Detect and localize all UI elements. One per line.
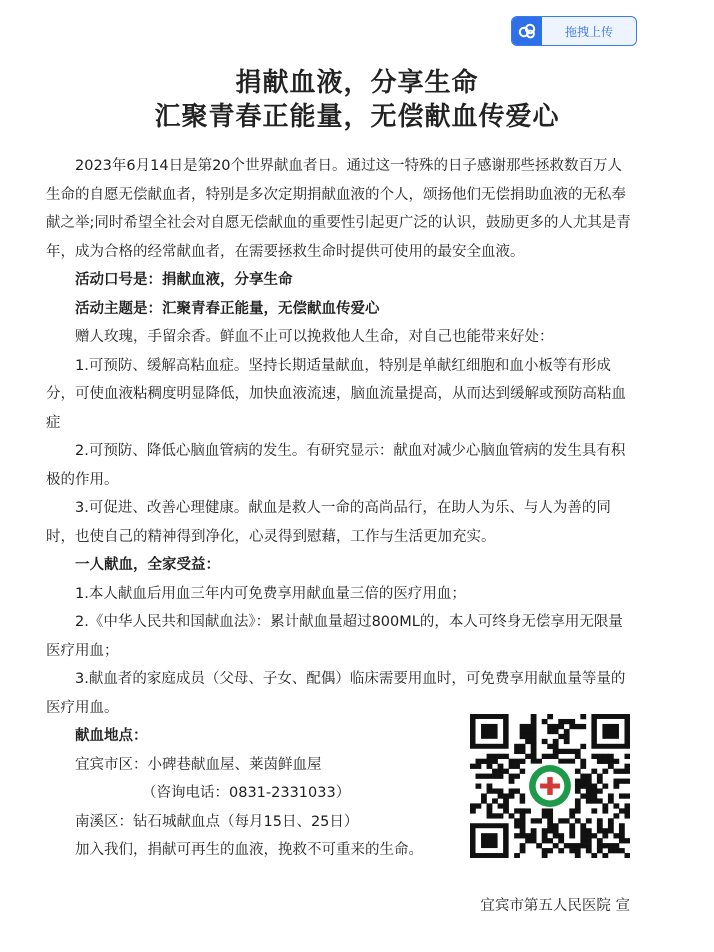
- poster-title: 捐献血液，分享生命: [235, 68, 479, 98]
- hospital-signature: 宜宾市第五人民医院 宣: [480, 898, 630, 914]
- poster-paragraph: 1.本人献血后用血三年内可免费享用献血量三倍的医疗用血；: [75, 585, 466, 602]
- poster-paragraph: 3.可促进、改善心理健康。献血是救人一命的高尚品行，在助人为乐、与人为善的同时，也使自己的精神得到净化，心灵得到慰藉，工作与生活更加充实。: [46, 500, 611, 545]
- poster-paragraph: 2.可预防、降低心脑血管病的发生。有研究显示：献血对减少心脑血管病的发生具有积极的作用。: [46, 443, 626, 488]
- cloud-upload-icon: [512, 17, 542, 45]
- poster-paragraph: 2023年6月14日是第20个世界献血者日。通过这一特殊的日子感谢那些拯救数百万人生命的自愿无偿献血者，特别是多次定期捐献血液的个人，颂扬他们无偿捐助血液的无私奉献之举;同时希望全社会对自愿无偿献血的重要性引起更广泛的认识，鼓励更多的人尤其是青年，成为合格的经常献血者，在需要拯救生命时提供可使用的最安全血液。: [46, 158, 631, 260]
- poster-subtitle: 汇聚青春正能量，无偿献血传爱心: [154, 102, 560, 132]
- poster-paragraph: 3.献血者的家庭成员（父母、子女、配偶）临床需要用血时，可免费享用献血量等量的医疗用血。: [46, 671, 626, 716]
- poster-paragraph: 2.《中华人民共和国献血法》：累计献血量超过800ML的，本人可终身无偿享用无限量医疗用血；: [46, 614, 623, 659]
- poster-paragraph: 1.可预防、缓解高粘血症。坚持长期适量献血，特别是单献红细胞和血小板等有形成分，可使血液粘稠度明显降低，加快血液流速，脑血流量提高，从而达到缓解或预防高粘血症: [46, 357, 626, 431]
- poster-paragraph: 加入我们，捐献可再生的血液，挽救不可重来的生命。: [75, 842, 423, 858]
- poster-paragraph: 赠人玫瑰，手留余香。鲜血不止可以挽救他人生命，对自己也能带来好处：: [75, 329, 554, 345]
- poster-paragraph: 宜宾市区：小碑巷献血屋、莱茵鲜血屋: [75, 756, 322, 773]
- poster-paragraph: 献血地点：: [75, 728, 148, 744]
- poster-paragraph: 南溪区：钻石城献血点（每月15日、25日）: [75, 813, 359, 830]
- poster-paragraph: 一人献血，全家受益：: [75, 557, 220, 573]
- upload-button[interactable]: [511, 16, 637, 46]
- poster-paragraph: （咨询电话：0831-2331033）: [142, 785, 351, 801]
- poster-paragraph: 活动主题是：汇聚青春正能量，无偿献血传爱心: [75, 300, 380, 317]
- qr-code: [470, 714, 630, 858]
- poster-paragraph: 活动口号是：捐献血液，分享生命: [75, 272, 293, 288]
- upload-button-label: 拖拽上传: [564, 24, 613, 39]
